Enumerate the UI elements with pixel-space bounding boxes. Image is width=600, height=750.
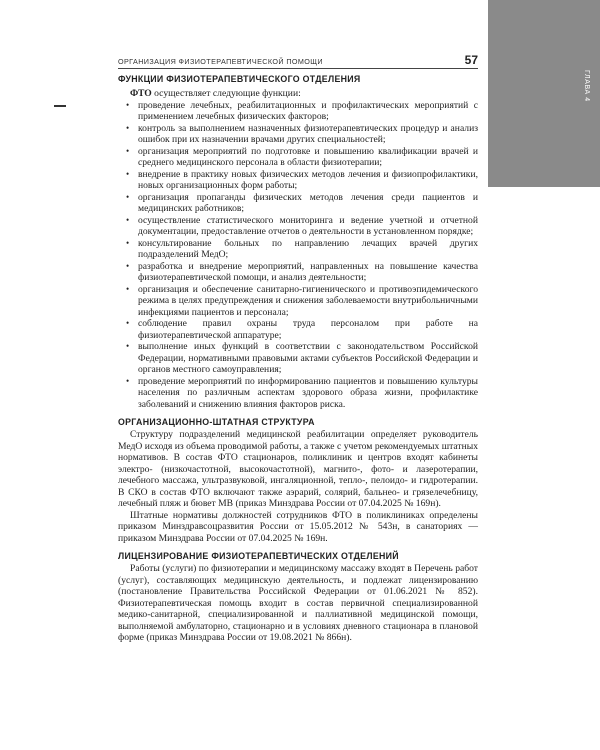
staffing-paragraph-1: Структуру подразделений медицинской реабилитации определяет руководитель МедО исходя из объема проводимой работы, а также с учетом рекомендуемых штатных нормативов. В состав ФТО стационаров, поликлиник и центров входят кабинеты электро- (низкочастотной, высокочастотной), магнито-, фото- и лазеротерапии, лечебного массажа, ультразвуковой, ингаляционной, тепло-, пелоидо- и гидротерапии. В СКО в состав ФТО включают также аэрарий, солярий, бальнео- и грязелечебницу, лечебный пляж и бювет МВ (приказ Минздрава России от 07.04.2025 № 169н). [118, 429, 478, 509]
bullet-icon: • [126, 214, 130, 225]
page-number: 57 [464, 53, 478, 67]
bullet-icon: • [126, 122, 130, 133]
intro-text: осуществляет следующие функции: [151, 88, 301, 99]
licensing-paragraph: Работы (услуги) по физиотерапии и медицинскому массажу входят в Перечень работ (услуг), составляющих медицинскую деятельность, и подлежат лицензированию (постановление Правительства Российской Федерации от 01.06.2021 № 852). Физиотерапевтическая помощь входит в состав первичной специализированной медико-санитарной, специализированной и паллиативной медицинской помощи, выполняемой амбулаторно, стационарно и в условиях дневного стационара в плановой форме (приказ Минздрава России от 19.08.2021 № 866н). [118, 563, 478, 643]
list-item [118, 169, 478, 192]
list-item [118, 238, 478, 261]
chapter-label: ГЛАВА 4 [583, 70, 590, 102]
list-item [118, 284, 478, 319]
functions-list [118, 100, 478, 411]
list-item-text: соблюдение правил охраны труда персоналом при работе на физиотерапевтической аппаратуре; [138, 318, 478, 341]
list-item [118, 192, 478, 215]
bullet-icon: • [126, 375, 130, 386]
intro-abbrev: ФТО [130, 88, 152, 99]
list-item-text: разработка и внедрение мероприятий, направленных на повышение качества физиотерапевтической помощи, и анализ деятельности; [138, 260, 478, 283]
list-item [118, 341, 478, 376]
list-item-text: организация и обеспечение санитарно-гигиенического и противоэпидемического режима в целях предупреждения и снижения заболеваемости внутрибольничными инфекциями пациентов и персонала; [138, 283, 478, 318]
list-item [118, 318, 478, 341]
staffing-section [118, 416, 478, 544]
running-head-title: ОРГАНИЗАЦИЯ ФИЗИОТЕРАПЕВТИЧЕСКОЙ ПОМОЩИ [118, 57, 323, 66]
list-item-text: организация мероприятий по подготовке и повышению квалификации врачей и среднего медицинского персонала в области физиотерапии; [138, 145, 478, 168]
list-item [118, 123, 478, 146]
list-item [118, 146, 478, 169]
list-item-text: консультирование больных по направлению лечащих врачей других подразделений МедО; [138, 237, 478, 260]
list-item-text: выполнение иных функций в соответствии с законодательством Российской Федерации, нормативными правовыми актами субъектов Российской Федерации и органов местного самоуправления; [138, 341, 478, 375]
list-item-text: внедрение в практику новых физических методов лечения и физиопрофилактики, новых организационных форм работы; [138, 168, 478, 191]
page-body [118, 73, 478, 644]
staffing-paragraph-2: Штатные нормативы должностей сотрудников ФТО в поликлиниках определены приказом Минздравсоцразвития России от 15.05.2012 № 543н, в санаториях — приказом Минздрава России от 07.04.2025 № 169н. [118, 509, 478, 544]
bullet-icon: • [126, 237, 130, 248]
list-item [118, 261, 478, 284]
bullet-icon: • [126, 260, 130, 271]
bullet-icon: • [126, 341, 130, 351]
list-item-text: осуществление статистического мониторинга и ведение учетной и отчетной документации, предоставление отчетов о деятельности в установленном порядке; [138, 214, 478, 237]
header-rule [118, 68, 478, 69]
list-item [118, 376, 478, 411]
bullet-icon: • [126, 191, 130, 202]
list-item-text: проведение мероприятий по информированию пациентов и повышению культуры населения по различным аспектам здорового образа жизни, профилактике заболеваний и снижению влияния факторов риска. [138, 375, 478, 410]
section-heading-licensing: ЛИЦЕНЗИРОВАНИЕ ФИЗИОТЕРАПЕВТИЧЕСКИХ ОТДЕЛЕНИЙ [118, 551, 399, 561]
list-item [118, 215, 478, 238]
licensing-section [118, 550, 478, 644]
bullet-icon: • [126, 99, 130, 110]
list-item [118, 100, 478, 123]
functions-intro [118, 88, 478, 100]
list-item-text: проведение лечебных, реабилитационных и профилактических мероприятий с применением лечебных физических факторов; [138, 99, 478, 122]
running-head [118, 53, 478, 67]
bullet-icon: • [126, 283, 130, 294]
chapter-side-tab [488, 0, 600, 187]
section-heading-functions: ФУНКЦИИ ФИЗИОТЕРАПЕВТИЧЕСКОГО ОТДЕЛЕНИЯ [118, 74, 361, 84]
bullet-icon: • [126, 145, 130, 156]
bullet-icon: • [126, 168, 130, 179]
bullet-icon: • [126, 318, 130, 328]
section-heading-staffing: ОРГАНИЗАЦИОННО-ШТАТНАЯ СТРУКТУРА [118, 417, 315, 427]
list-item-text: организация пропаганды физических методов лечения среди пациентов и медицинских работников; [138, 191, 478, 214]
list-item-text: контроль за выполнением назначенных физиотерапевтических процедур и анализ ошибок при их назначении врачами других специальностей; [138, 122, 478, 145]
margin-mark [54, 105, 66, 107]
